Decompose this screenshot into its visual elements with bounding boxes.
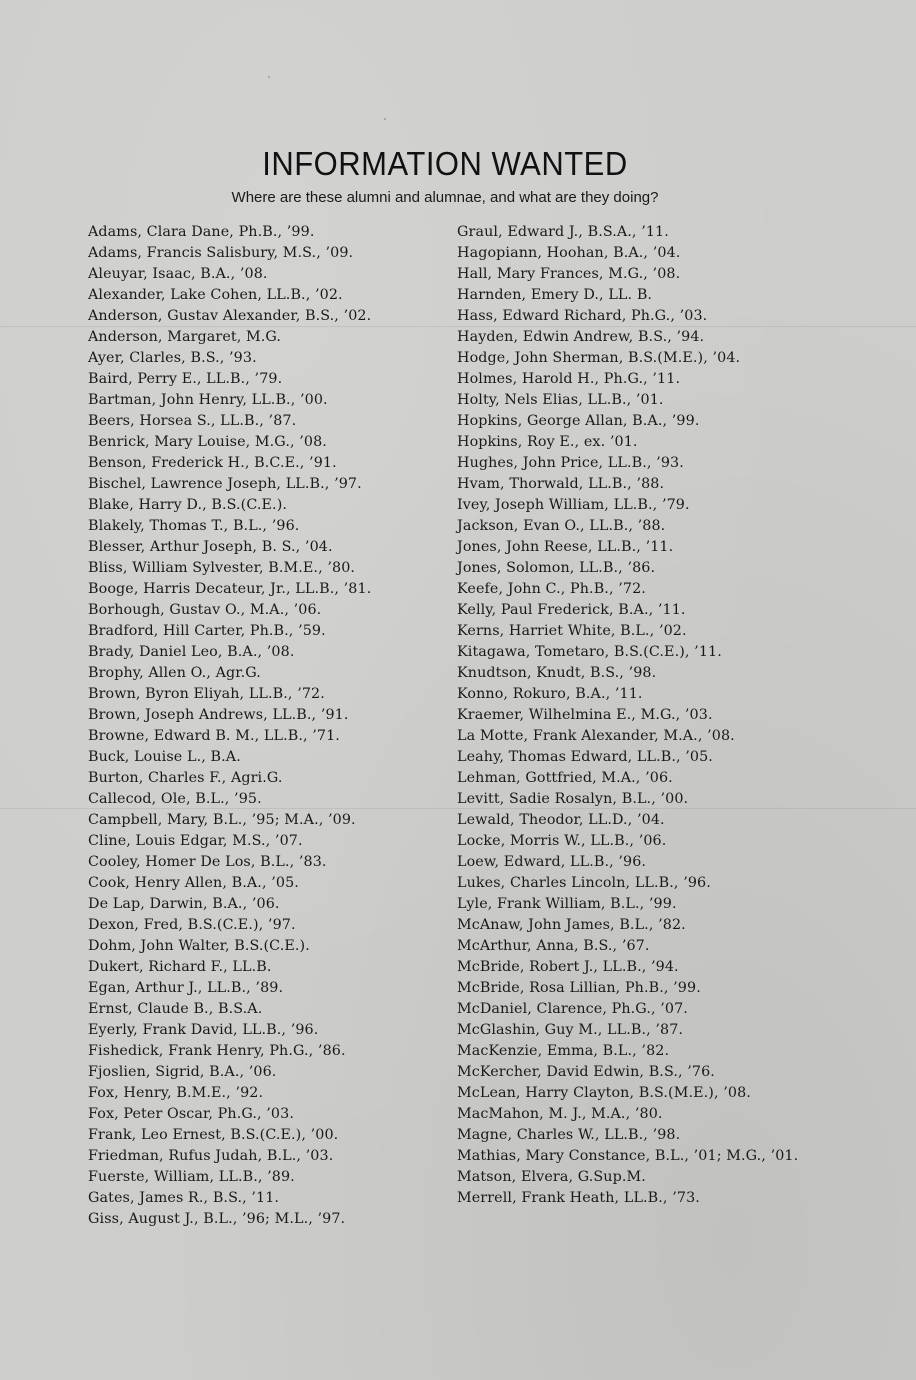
alumni-entry: Buck, Louise L., B.A. bbox=[88, 749, 241, 765]
alumni-entry: McArthur, Anna, B.S., ’67. bbox=[457, 938, 650, 954]
alumni-entry: Hvam, Thorwald, LL.B., ’88. bbox=[457, 476, 665, 492]
alumni-list-left-column bbox=[88, 222, 438, 1230]
alumni-entry: Beers, Horsea S., LL.B., ’87. bbox=[88, 413, 297, 429]
alumni-entry: Loew, Edward, LL.B., ’96. bbox=[457, 854, 647, 870]
alumni-entry: La Motte, Frank Alexander, M.A., ’08. bbox=[457, 728, 735, 744]
alumni-entry: McGlashin, Guy M., LL.B., ’87. bbox=[457, 1022, 684, 1038]
alumni-entry: Merrell, Frank Heath, LL.B., ’73. bbox=[457, 1190, 700, 1206]
alumni-entry: Brown, Byron Eliyah, LL.B., ’72. bbox=[88, 686, 325, 702]
alumni-entry: Holty, Nels Elias, LL.B., ’01. bbox=[457, 392, 664, 408]
alumni-entry: Kerns, Harriet White, B.L., ’02. bbox=[457, 623, 687, 639]
paper-speck bbox=[384, 118, 386, 120]
alumni-entry: Graul, Edward J., B.S.A., ’11. bbox=[457, 224, 669, 240]
alumni-entry: Brophy, Allen O., Agr.G. bbox=[88, 665, 261, 681]
alumni-entry: Blesser, Arthur Joseph, B. S., ’04. bbox=[88, 539, 333, 555]
alumni-entry: MacMahon, M. J., M.A., ’80. bbox=[457, 1106, 663, 1122]
alumni-entry: McLean, Harry Clayton, B.S.(M.E.), ’08. bbox=[457, 1085, 751, 1101]
alumni-entry: McKercher, David Edwin, B.S., ’76. bbox=[457, 1064, 715, 1080]
alumni-entry: Fox, Henry, B.M.E., ’92. bbox=[88, 1085, 264, 1101]
page-title: INFORMATION WANTED bbox=[262, 144, 628, 183]
alumni-entry: Dohm, John Walter, B.S.(C.E.). bbox=[88, 938, 310, 954]
alumni-entry: Benson, Frederick H., B.C.E., ’91. bbox=[88, 455, 337, 471]
alumni-entry: Dexon, Fred, B.S.(C.E.), ’97. bbox=[88, 917, 296, 933]
alumni-entry: Booge, Harris Decateur, Jr., LL.B., ’81. bbox=[88, 581, 372, 597]
alumni-entry: Bischel, Lawrence Joseph, LL.B., ’97. bbox=[88, 476, 362, 492]
alumni-entry: Dukert, Richard F., LL.B. bbox=[88, 959, 272, 975]
alumni-entry: Cook, Henry Allen, B.A., ’05. bbox=[88, 875, 299, 891]
alumni-entry: Mathias, Mary Constance, B.L., ’01; M.G., ’01. bbox=[457, 1148, 799, 1164]
alumni-entry: Baird, Perry E., LL.B., ’79. bbox=[88, 371, 283, 387]
alumni-entry: Eyerly, Frank David, LL.B., ’96. bbox=[88, 1022, 319, 1038]
alumni-entry: Hughes, John Price, LL.B., ’93. bbox=[457, 455, 684, 471]
alumni-entry: Konno, Rokuro, B.A., ’11. bbox=[457, 686, 643, 702]
alumni-entry: Ayer, Clarles, B.S., ’93. bbox=[88, 350, 257, 366]
alumni-entry: Browne, Edward B. M., LL.B., ’71. bbox=[88, 728, 340, 744]
alumni-entry: Magne, Charles W., LL.B., ’98. bbox=[457, 1127, 681, 1143]
alumni-entry: Kraemer, Wilhelmina E., M.G., ’03. bbox=[457, 707, 713, 723]
alumni-entry: Jackson, Evan O., LL.B., ’88. bbox=[457, 518, 666, 534]
alumni-entry: Burton, Charles F., Agri.G. bbox=[88, 770, 283, 786]
alumni-entry: Hass, Edward Richard, Ph.G., ’03. bbox=[457, 308, 708, 324]
alumni-entry: Jones, John Reese, LL.B., ’11. bbox=[457, 539, 674, 555]
alumni-entry: Fishedick, Frank Henry, Ph.G., ’86. bbox=[88, 1043, 346, 1059]
alumni-entry: Holmes, Harold H., Ph.G., ’11. bbox=[457, 371, 681, 387]
alumni-entry: Fjoslien, Sigrid, B.A., ’06. bbox=[88, 1064, 277, 1080]
alumni-entry: Fox, Peter Oscar, Ph.G., ’03. bbox=[88, 1106, 294, 1122]
alumni-entry: Kitagawa, Tometaro, B.S.(C.E.), ’11. bbox=[457, 644, 722, 660]
alumni-entry: Hodge, John Sherman, B.S.(M.E.), ’04. bbox=[457, 350, 741, 366]
alumni-entry: Egan, Arthur J., LL.B., ’89. bbox=[88, 980, 284, 996]
paper-speck bbox=[268, 76, 270, 78]
alumni-entry: Brown, Joseph Andrews, LL.B., ’91. bbox=[88, 707, 349, 723]
alumni-entry: Aleuyar, Isaac, B.A., ’08. bbox=[88, 266, 268, 282]
alumni-entry: Friedman, Rufus Judah, B.L., ’03. bbox=[88, 1148, 334, 1164]
alumni-entry: Jones, Solomon, LL.B., ’86. bbox=[457, 560, 656, 576]
alumni-entry: McAnaw, John James, B.L., ’82. bbox=[457, 917, 686, 933]
alumni-entry: Bartman, John Henry, LL.B., ’00. bbox=[88, 392, 328, 408]
alumni-entry: Knudtson, Knudt, B.S., ’98. bbox=[457, 665, 657, 681]
alumni-entry: Fuerste, William, LL.B., ’89. bbox=[88, 1169, 295, 1185]
alumni-entry: Callecod, Ole, B.L., ’95. bbox=[88, 791, 262, 807]
alumni-entry: Borhough, Gustav O., M.A., ’06. bbox=[88, 602, 322, 618]
alumni-entry: Gates, James R., B.S., ’11. bbox=[88, 1190, 280, 1206]
alumni-entry: Lewald, Theodor, LL.D., ’04. bbox=[457, 812, 665, 828]
alumni-entry: Cooley, Homer De Los, B.L., ’83. bbox=[88, 854, 327, 870]
alumni-entry: McBride, Robert J., LL.B., ’94. bbox=[457, 959, 679, 975]
alumni-entry: Cline, Louis Edgar, M.S., ’07. bbox=[88, 833, 303, 849]
alumni-entry: Ernst, Claude B., B.S.A. bbox=[88, 1001, 263, 1017]
alumni-entry: Hall, Mary Frances, M.G., ’08. bbox=[457, 266, 681, 282]
alumni-entry: Brady, Daniel Leo, B.A., ’08. bbox=[88, 644, 295, 660]
alumni-entry: Campbell, Mary, B.L., ’95; M.A., ’09. bbox=[88, 812, 356, 828]
alumni-entry: Bliss, William Sylvester, B.M.E., ’80. bbox=[88, 560, 356, 576]
alumni-entry: Blakely, Thomas T., B.L., ’96. bbox=[88, 518, 300, 534]
alumni-entry: Kelly, Paul Frederick, B.A., ’11. bbox=[457, 602, 686, 618]
alumni-entry: Hopkins, Roy E., ex. ’01. bbox=[457, 434, 638, 450]
alumni-entry: Frank, Leo Ernest, B.S.(C.E.), ’00. bbox=[88, 1127, 339, 1143]
alumni-entry: Adams, Clara Dane, Ph.B., ’99. bbox=[88, 224, 315, 240]
alumni-entry: MacKenzie, Emma, B.L., ’82. bbox=[457, 1043, 670, 1059]
alumni-list-right-column bbox=[457, 222, 817, 1209]
alumni-entry: Blake, Harry D., B.S.(C.E.). bbox=[88, 497, 288, 513]
alumni-entry: De Lap, Darwin, B.A., ’06. bbox=[88, 896, 280, 912]
alumni-entry: Locke, Morris W., LL.B., ’06. bbox=[457, 833, 667, 849]
alumni-entry: Lukes, Charles Lincoln, LL.B., ’96. bbox=[457, 875, 711, 891]
alumni-entry: McDaniel, Clarence, Ph.G., ’07. bbox=[457, 1001, 688, 1017]
alumni-entry: Anderson, Margaret, M.G. bbox=[88, 329, 282, 345]
alumni-entry: Benrick, Mary Louise, M.G., ’08. bbox=[88, 434, 327, 450]
alumni-entry: Giss, August J., B.L., ’96; M.L., ’97. bbox=[88, 1211, 346, 1227]
alumni-entry: Lyle, Frank William, B.L., ’99. bbox=[457, 896, 677, 912]
alumni-entry: Leahy, Thomas Edward, LL.B., ’05. bbox=[457, 749, 713, 765]
alumni-entry: Harnden, Emery D., LL. B. bbox=[457, 287, 653, 303]
alumni-entry: Bradford, Hill Carter, Ph.B., ’59. bbox=[88, 623, 326, 639]
alumni-entry: Ivey, Joseph William, LL.B., ’79. bbox=[457, 497, 690, 513]
alumni-entry: Hagopiann, Hoohan, B.A., ’04. bbox=[457, 245, 681, 261]
alumni-entry: Keefe, John C., Ph.B., ’72. bbox=[457, 581, 646, 597]
alumni-entry: Lehman, Gottfried, M.A., ’06. bbox=[457, 770, 673, 786]
alumni-entry: Hayden, Edwin Andrew, B.S., ’94. bbox=[457, 329, 705, 345]
page-subtitle: Where are these alumni and alumnae, and what are they doing? bbox=[231, 189, 659, 206]
alumni-entry: Adams, Francis Salisbury, M.S., ’09. bbox=[88, 245, 354, 261]
alumni-entry: Levitt, Sadie Rosalyn, B.L., ’00. bbox=[457, 791, 689, 807]
alumni-entry: Anderson, Gustav Alexander, B.S., ’02. bbox=[88, 308, 372, 324]
alumni-entry: Hopkins, George Allan, B.A., ’99. bbox=[457, 413, 700, 429]
alumni-entry: Matson, Elvera, G.Sup.M. bbox=[457, 1169, 646, 1185]
alumni-entry: McBride, Rosa Lillian, Ph.B., ’99. bbox=[457, 980, 701, 996]
alumni-entry: Alexander, Lake Cohen, LL.B., ’02. bbox=[88, 287, 343, 303]
